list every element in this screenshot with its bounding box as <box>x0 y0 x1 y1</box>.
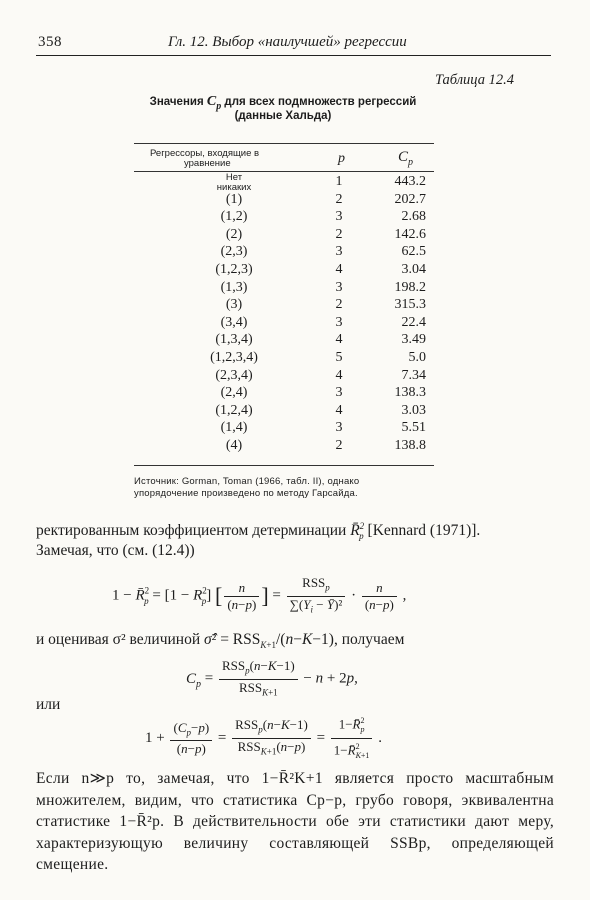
cp-cell: 7.34 <box>401 367 426 383</box>
col-header-cp: $C_p$ <box>398 149 414 168</box>
caption-pre: Значения <box>149 96 207 108</box>
p-cell: 1 <box>335 174 343 189</box>
equation-2: $C_p$ = $\frac{RSS_p(n-K-1)}{RSS_{K+1}}$ − n + 2p, <box>186 658 358 700</box>
caption-post: для всех подмножеств регрессий <box>221 96 417 108</box>
table-caption-line2: (данные Хальда) <box>234 110 332 122</box>
p-cell: 3 <box>335 314 343 330</box>
cp-cell: 142.6 <box>394 226 426 242</box>
regressors-cell: (4) <box>225 437 243 453</box>
caption-cp: $C_p$ <box>206 94 222 112</box>
table-row <box>134 420 434 438</box>
p-cell: 3 <box>335 209 343 225</box>
regressors-cell: (1) <box>225 191 243 207</box>
regressors-cell: (1,2) <box>220 209 248 225</box>
regressors-cell: (2) <box>225 226 243 242</box>
p-cell: 2 <box>335 297 343 313</box>
regressors-cell: (3) <box>225 297 243 313</box>
table-row <box>134 332 434 350</box>
cp-cell: 3.49 <box>401 332 426 348</box>
table-row <box>134 209 434 227</box>
equation-1: 1 − R̄$^2_p$ = $[1 - R^2_p]$ [ $\frac{n}{(n-p)}$ ] = $\frac{RSS_p}{\sum(Y_i - Ȳ)^2}$ · $\frac{n}{(n-p)}$ , <box>112 575 406 617</box>
p-cell: 2 <box>335 226 343 242</box>
or-text: или <box>36 696 61 713</box>
cp-cell: 138.8 <box>394 437 426 453</box>
table-row <box>134 174 434 192</box>
equation-3: 1 + $\frac{(C_p-p)}{(n-p)}$ = $\frac{RSS_p(n-K-1)}{RSS_{K+1}(n-p)}$ = $\frac{1-R̄^2_p}{1-R̄^2_{K+1}}$ . <box>145 713 382 764</box>
regressors-cell: (1,2,3,4) <box>210 349 258 365</box>
estimate-text: и оценивая σ² величиной <box>36 631 201 648</box>
table-row <box>134 297 434 315</box>
regressors-cell: (1,3,4) <box>215 332 253 348</box>
cp-cell: 3.03 <box>401 402 426 418</box>
table-body <box>134 174 434 456</box>
regressors-cell: (1,4) <box>220 420 248 436</box>
table-row <box>134 315 434 333</box>
regressors-cell: (1,3) <box>220 279 248 295</box>
table-source-note <box>134 476 464 500</box>
cp-cell: 5.0 <box>408 349 426 365</box>
p-cell: 4 <box>335 402 343 418</box>
p-cell: 4 <box>335 367 343 383</box>
table-bottom-rule <box>134 465 434 466</box>
table-row <box>134 244 434 262</box>
col-header-regressors <box>150 149 259 169</box>
table-row <box>134 385 434 403</box>
regressors-cell: (2,3) <box>220 244 248 260</box>
regressors-cell: (2,3,4) <box>215 367 253 383</box>
table-row <box>134 368 434 386</box>
cp-cell: 202.7 <box>394 191 426 207</box>
table-row <box>134 192 434 210</box>
regressors-cell: (1,2,4) <box>215 402 253 418</box>
body-line1 <box>36 521 480 541</box>
obtain-text: , получаем <box>333 631 405 648</box>
col-header-p: p <box>338 151 345 166</box>
table-row <box>134 280 434 298</box>
p-cell: 4 <box>335 332 343 348</box>
regressors-cell: (1,2,3) <box>215 261 253 277</box>
body-line1-text: ректированным коэффициентом детерминации <box>36 522 347 540</box>
cp-cell: 2.68 <box>401 209 426 225</box>
r-bar-p: R̄$^2_p$ <box>350 521 365 542</box>
regressors-cell: (2,4) <box>220 385 248 401</box>
table-row <box>134 262 434 280</box>
regressors-cell: Нет никаких <box>216 172 252 193</box>
body-line2: Замечая, что (см. (12.4)) <box>36 542 195 559</box>
body-line3: и оценивая σ² величиной σ̂² = $RSS_{K+1}/(n-K-1)$, получаем <box>36 631 405 651</box>
header-rule <box>36 55 551 56</box>
table-row <box>134 350 434 368</box>
table-row <box>134 227 434 245</box>
kennard-reference: [Kennard (1971)]. <box>367 522 481 540</box>
cp-cell: 3.04 <box>401 261 426 277</box>
p-cell: 4 <box>335 261 343 277</box>
page-number: 358 <box>38 34 62 50</box>
table-top-rule <box>134 143 434 144</box>
cp-cell: 198.2 <box>394 279 426 295</box>
cp-cell: 22.4 <box>401 314 426 330</box>
p-cell: 3 <box>335 420 343 436</box>
cp-cell: 62.5 <box>401 244 426 260</box>
table-label: Таблица 12.4 <box>435 72 514 88</box>
p-cell: 5 <box>335 349 343 365</box>
table-header-rule <box>134 171 434 172</box>
p-cell: 2 <box>335 437 343 453</box>
source-line1: Источник: Gorman, Toman (1966, табл. II), однако <box>134 476 360 487</box>
cp-cell: 315.3 <box>394 297 426 313</box>
cp-cell: 443.2 <box>394 174 426 189</box>
table-row <box>134 403 434 421</box>
regressors-cell: (3,4) <box>220 314 248 330</box>
col-header-line1: Регрессоры, входящие в <box>150 148 260 159</box>
col-header-line2: уравнение <box>184 158 231 169</box>
cp-cell: 138.3 <box>394 385 426 401</box>
source-line2: упорядочение произведено по методу Гарсайда. <box>134 488 358 499</box>
cp-cell: 5.51 <box>401 420 426 436</box>
table-row <box>134 438 434 456</box>
running-title: Гл. 12. Выбор «наилучшей» регрессии <box>168 34 407 50</box>
p-cell: 2 <box>335 191 343 207</box>
p-cell: 3 <box>335 279 343 295</box>
p-cell: 3 <box>335 244 343 260</box>
p-cell: 3 <box>335 385 343 401</box>
final-paragraph: Если n≫p то, замечая, что 1−R̄²K+1 является просто масштабным множителем, видим, что статистика Cp−p, грубо говоря, эквивалентна статистике 1−R̄²p. В действительности обе эти статистики дают меру, характеризующую величину составляющей SSBp, определяющей смещение. <box>36 770 554 873</box>
